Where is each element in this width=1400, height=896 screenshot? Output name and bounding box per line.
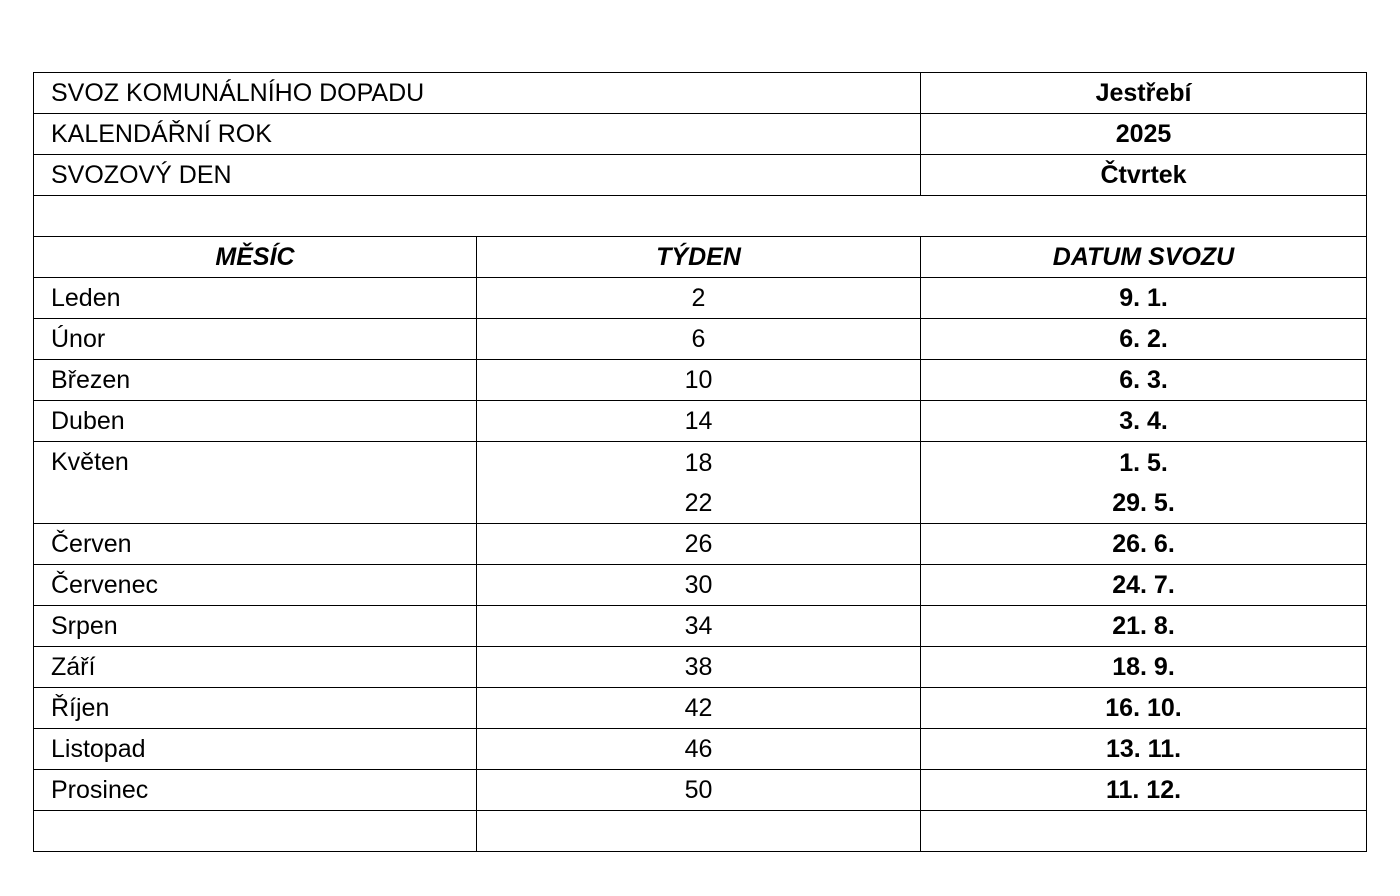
collection-date: 6. 3. bbox=[1119, 366, 1168, 394]
table-row bbox=[34, 401, 1367, 442]
date-cell bbox=[921, 688, 1367, 729]
table-row bbox=[34, 442, 1367, 524]
date-cell bbox=[921, 360, 1367, 401]
collection-label: SVOZ KOMUNÁLNÍHO DOPADU bbox=[34, 73, 921, 114]
date-cell bbox=[921, 319, 1367, 360]
table-row bbox=[34, 606, 1367, 647]
table-row bbox=[34, 278, 1367, 319]
collection-date: 9. 1. bbox=[1119, 284, 1168, 312]
table-row bbox=[34, 565, 1367, 606]
year-label: KALENDÁŘNÍ ROK bbox=[34, 114, 921, 155]
month-cell: Březen bbox=[34, 360, 477, 401]
collection-schedule-table bbox=[33, 72, 1367, 852]
info-row-year bbox=[34, 114, 1367, 155]
date-cell bbox=[921, 729, 1367, 770]
date-cell bbox=[921, 565, 1367, 606]
month-cell: Září bbox=[34, 647, 477, 688]
month-cell: Říjen bbox=[34, 688, 477, 729]
day-label: SVOZOVÝ DEN bbox=[34, 155, 921, 196]
collection-date: 6. 2. bbox=[1119, 325, 1168, 353]
date-cell bbox=[921, 278, 1367, 319]
collection-date: 13. 11. bbox=[1105, 735, 1182, 763]
empty-cell bbox=[921, 811, 1367, 852]
header-week: TÝDEN bbox=[477, 237, 921, 278]
week-cell bbox=[477, 729, 921, 770]
table-row bbox=[34, 729, 1367, 770]
month-cell: Červen bbox=[34, 524, 477, 565]
week-number: 30 bbox=[684, 571, 713, 599]
date-cell bbox=[921, 524, 1367, 565]
empty-cell bbox=[34, 811, 477, 852]
empty-row bbox=[34, 811, 1367, 852]
week-cell bbox=[477, 565, 921, 606]
week-number: 18 bbox=[684, 448, 713, 477]
month-cell: Červenec bbox=[34, 565, 477, 606]
week-number: 6 bbox=[691, 325, 706, 353]
week-number: 34 bbox=[684, 612, 713, 640]
header-date: DATUM SVOZU bbox=[921, 237, 1367, 278]
week-cell bbox=[477, 278, 921, 319]
collection-date: 1. 5. bbox=[1119, 448, 1168, 477]
table-row bbox=[34, 524, 1367, 565]
spacer-row bbox=[34, 196, 1367, 237]
week-cell bbox=[477, 360, 921, 401]
date-cell bbox=[921, 647, 1367, 688]
week-cell bbox=[477, 401, 921, 442]
week-number: 26 bbox=[684, 530, 713, 558]
collection-date: 11. 12. bbox=[1105, 776, 1182, 804]
week-number: 50 bbox=[684, 776, 713, 804]
week-cell bbox=[477, 319, 921, 360]
month-cell: Únor bbox=[34, 319, 477, 360]
week-cell bbox=[477, 606, 921, 647]
week-cell bbox=[477, 647, 921, 688]
week-cell bbox=[477, 442, 921, 524]
header-month: MĚSÍC bbox=[34, 237, 477, 278]
month-cell: Srpen bbox=[34, 606, 477, 647]
week-number: 10 bbox=[684, 366, 713, 394]
month-cell: Duben bbox=[34, 401, 477, 442]
week-number: 2 bbox=[691, 284, 706, 312]
date-cell bbox=[921, 442, 1367, 524]
table-row bbox=[34, 319, 1367, 360]
date-cell bbox=[921, 401, 1367, 442]
date-cell bbox=[921, 770, 1367, 811]
collection-date: 26. 6. bbox=[1112, 530, 1175, 558]
month-cell: Prosinec bbox=[34, 770, 477, 811]
collection-date: 24. 7. bbox=[1112, 571, 1175, 599]
table-row bbox=[34, 770, 1367, 811]
week-number: 38 bbox=[684, 653, 713, 681]
week-cell bbox=[477, 770, 921, 811]
collection-date: 3. 4. bbox=[1119, 407, 1168, 435]
table-row bbox=[34, 360, 1367, 401]
table-row bbox=[34, 647, 1367, 688]
collection-date: 16. 10. bbox=[1105, 694, 1182, 722]
week-number: 22 bbox=[684, 488, 713, 517]
collection-date: 18. 9. bbox=[1112, 653, 1175, 681]
week-number: 42 bbox=[684, 694, 713, 722]
year-value: 2025 bbox=[921, 114, 1367, 155]
month-cell: Květen bbox=[34, 442, 477, 524]
week-number: 46 bbox=[684, 735, 713, 763]
info-row-day bbox=[34, 155, 1367, 196]
week-cell bbox=[477, 524, 921, 565]
month-cell: Listopad bbox=[34, 729, 477, 770]
date-cell bbox=[921, 606, 1367, 647]
spacer-cell bbox=[34, 196, 1367, 237]
day-value: Čtvrtek bbox=[921, 155, 1367, 196]
header-row bbox=[34, 237, 1367, 278]
month-cell: Leden bbox=[34, 278, 477, 319]
collection-value: Jestřebí bbox=[921, 73, 1367, 114]
collection-date: 29. 5. bbox=[1112, 488, 1175, 517]
info-row-collection bbox=[34, 73, 1367, 114]
table-row bbox=[34, 688, 1367, 729]
empty-cell bbox=[477, 811, 921, 852]
collection-date: 21. 8. bbox=[1112, 612, 1175, 640]
week-number: 14 bbox=[684, 407, 713, 435]
week-cell bbox=[477, 688, 921, 729]
